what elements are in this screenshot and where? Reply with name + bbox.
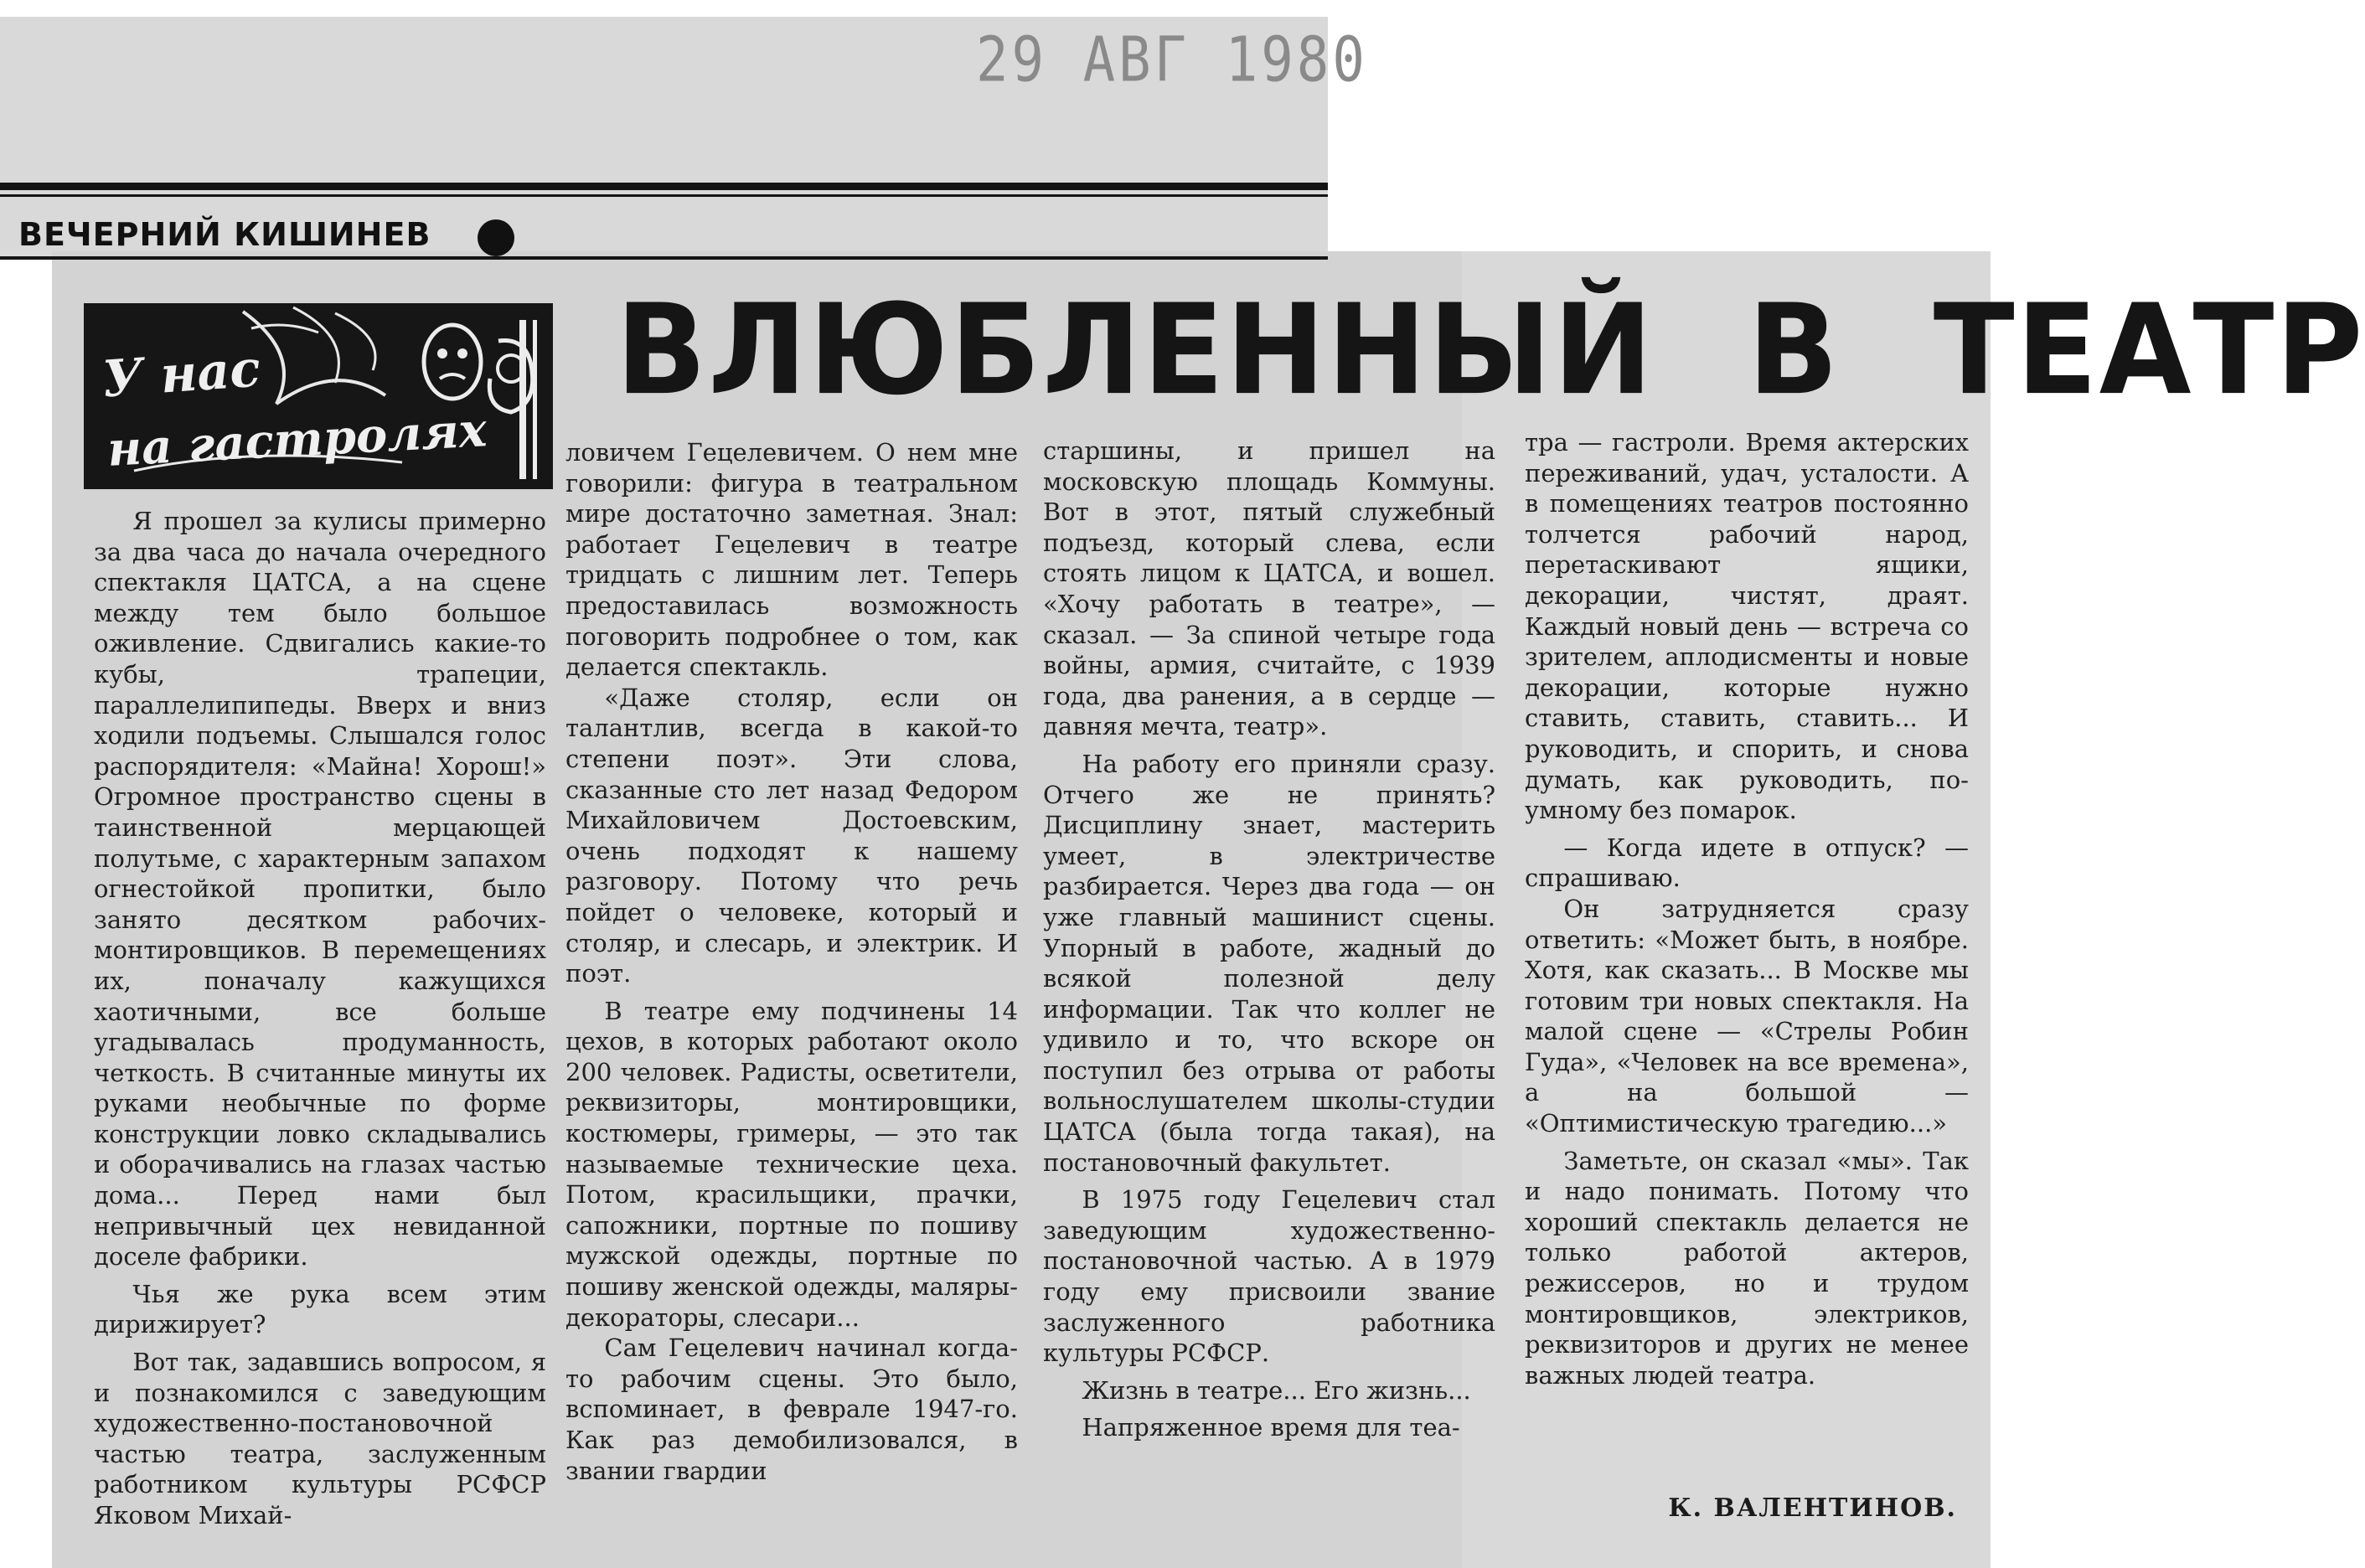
paragraph: — Когда идете в отпуск? — спрашиваю.	[1525, 833, 1969, 893]
article-column-4	[1525, 427, 1969, 1390]
masthead-top-rule-thin	[0, 194, 1328, 197]
article-column-3	[1043, 436, 1495, 1443]
date-stamp: 29 АВГ 1980	[976, 25, 1368, 97]
paragraph: Сам Гецелевич начинал когда-то рабочим сцены. Это было, вспоминает, в феврале 1947-го. Как раз демобилизовался, в звании гвардии	[565, 1333, 1018, 1485]
article-column-2	[565, 437, 1018, 1486]
paragraph: Жизнь в театре... Его жизнь...	[1082, 1375, 1471, 1405]
paragraph: На работу его приняли сразу. Отчего же не принять? Дисциплину знает, мастерить умеет, в электричестве разбирается. Через два года — он уже главный машинист сцены. Упорный в работе, жадный до всякой полезной делу информации. Так что коллег не удивило и то, что вскоре он поступил без отрыва от работы вольнослушателем школы-студии ЦАТСА (была тогда такая), на постановочный факультет.	[1043, 749, 1495, 1177]
paragraph: ловичем Гецелевичем. О нем мне говорили: фигура в театральном мире достаточно заметная. Знал: работает Гецелевич в театре тридцать с лишним лет. Теперь предоставилась возможность поговорить подробнее о том, как делается спектакль.	[565, 438, 1018, 682]
masthead-bullet	[478, 219, 514, 256]
paragraph: Он затрудняется сразу ответить: «Может быть, в ноябре. Хотя, как сказать... В Москве мы готовим три новых спектакля. На малой сцене — «Стрелы Робин Гуда», «Человек на все времена», а на большой — «Оптимистическую трагедию...»	[1525, 894, 1969, 1138]
masthead-top-rule	[0, 183, 1328, 190]
paragraph: Вот так, задавшись вопросом, я и познакомился с заведующим художественно-постановочной частью театра, заслуженным работником культуры РСФСР Яковом Михай-	[94, 1348, 546, 1529]
article-column-1	[94, 506, 546, 1531]
paragraph: В театре ему подчинены 14 цехов, в которых работают около 200 человек. Радисты, осветители, реквизиторы, монтировщики, костюмеры, гримеры, — это так называемые технические цеха. Потом, красильщики, прачки, сапожники, портные по пошиву мужской одежды, портные по пошиву женской одежды, маляры-декораторы, слесари...	[565, 996, 1018, 1332]
article-headline: ВЛЮБЛЕННЫЙ В ТЕАТР	[616, 277, 2365, 423]
paragraph: Чья же рука всем этим дирижирует?	[94, 1279, 546, 1339]
paragraph: старшины, и пришел на московскую площадь Коммуны. Вот в этот, пятый служебный подъезд, который слева, если стоять лицом к ЦАТСА, и вошел. «Хочу работать в театре», — сказал. — За спиной четыре года войны, армия, считайте, с 1939 года, два ранения, а в сердце — давняя мечта, театр».	[1043, 436, 1495, 741]
rubric-banner	[84, 303, 553, 489]
paragraph: Заметьте, он сказал «мы». Так и надо понимать. Потому что хороший спектакль делается не только работой актеров, режиссеров, но и трудом монтировщиков, электриков, реквизиторов и других не менее важных людей театра.	[1525, 1146, 1969, 1390]
paragraph: Я прошел за кулисы примерно за два часа до начала очередного спектакля ЦАТСА, а на сцене между тем было большое оживление. Сдвигались какие-то кубы, трапеции, параллелипипеды. Вверх и вниз ходили подъемы. Слышался голос распорядителя: «Майна! Хорош!» Огромное пространство сцены в таинственной мерцающей полутьме, с характерным запахом огнестойкой пропитки, было занято десятком рабочих-монтировщиков. В перемещениях их, поначалу кажущихся хаотичными, все больше угадывалась продуманность, четкость. В считанные минуты их руками необычные по форме конструкции ловко складывались и оборачивались на глазах частью дома... Перед нами был непривычный цех невиданной доселе фабрики.	[94, 507, 546, 1271]
paragraph: «Даже столяр, если он талантлив, всегда в какой-то степени поэт». Эти слова, сказанные сто лет назад Федором Михайловичем Достоевским, очень подходят к нашему разговору. Потому что речь пойдет о человеке, который и столяр, и слесарь, и электрик. И поэт.	[565, 683, 1018, 988]
paragraph: В 1975 году Гецелевич стал заведующим художественно-постановочной частью. А в 1979 году ему присвоили звание заслуженного работника культуры РСФСР.	[1043, 1185, 1495, 1368]
author-byline: К. ВАЛЕНТИНОВ.	[1668, 1493, 1957, 1523]
paragraph: тра — гастроли. Время актерских переживаний, удач, усталости. А в помещениях театров постоянно толчется рабочий народ, перетаскивают ящики, декорации, чистят, драят. Каждый новый день — встреча со зрителем, аплодисменты и новые декорации, которые нужно ставить, ставить, ставить... И руководить, и спорить, и снова думать, как руководить, по-умному без помарок.	[1525, 428, 1969, 825]
paragraph: Напряженное время для теа-	[1082, 1413, 1460, 1442]
newspaper-masthead: ВЕЧЕРНИЙ КИШИНЕВ	[18, 216, 431, 253]
rubric-title-line2: на гастролях	[106, 402, 488, 477]
masthead-bottom-rule	[0, 256, 1328, 260]
rubric-title-line1: У нас	[100, 339, 262, 410]
